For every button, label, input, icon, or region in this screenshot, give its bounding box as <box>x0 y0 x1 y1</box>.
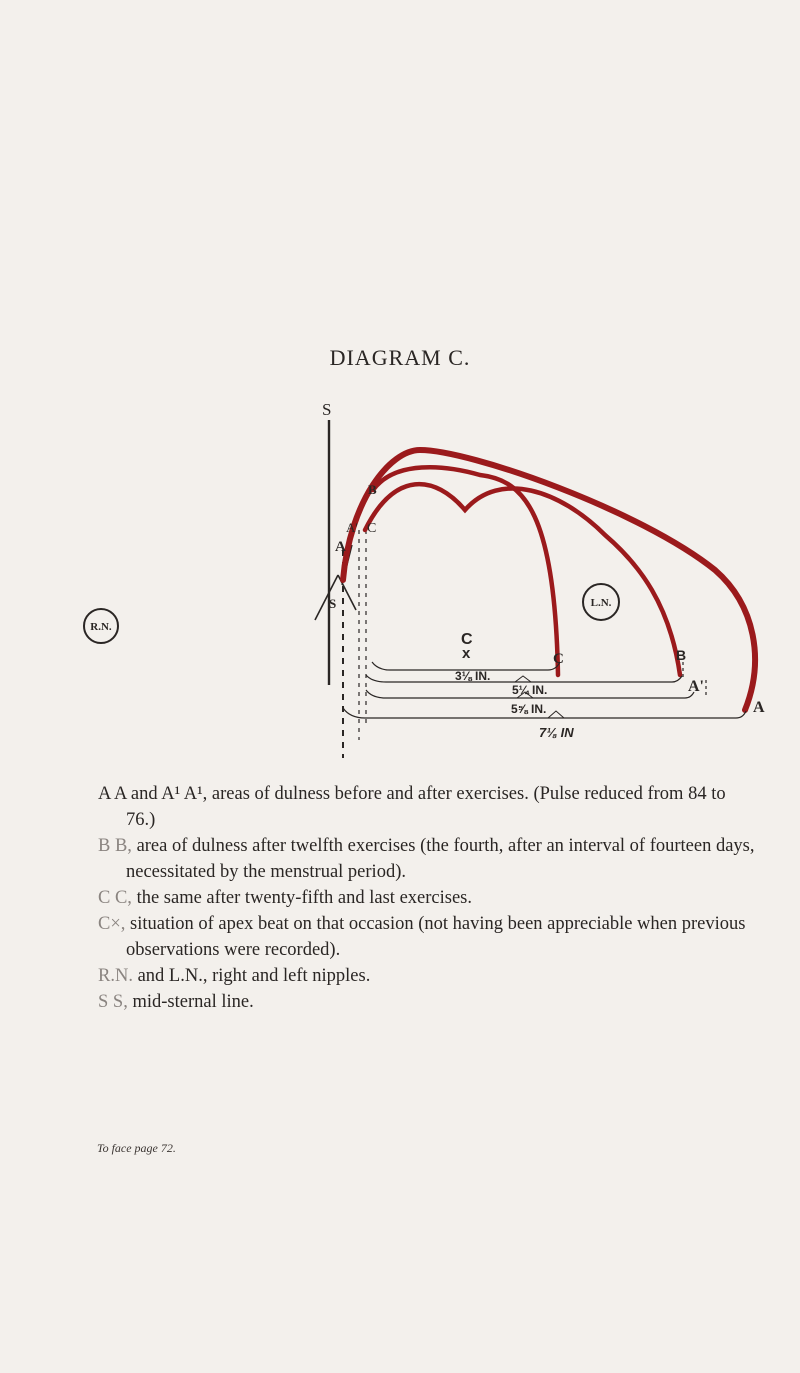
legend-key: C C, <box>98 888 132 908</box>
apex-beat-mark: x <box>462 645 471 662</box>
legend-entry-b <box>98 833 758 885</box>
page-reference: To face page 72. <box>97 1141 176 1155</box>
legend-text: situation of apex beat on that occasion (not having been appreciable when previous observations were recorded). <box>126 914 746 960</box>
label-a-right: A <box>753 699 765 716</box>
label-a-left: A <box>335 539 346 555</box>
legend-text: the same after twenty-fifth and last exercises. <box>136 888 472 908</box>
legend-text: area of dulness after twelfth exercises (the fourth, after an interval of fourteen days, necessitated by the menstrual period). <box>126 836 755 882</box>
label-ln: L.N. <box>590 597 612 609</box>
measure-label-2: 5¼ IN. <box>512 683 548 697</box>
label-b-top: B <box>368 482 377 497</box>
dulness-curve-b <box>365 484 680 675</box>
diagram-title: DIAGRAM C. <box>329 345 471 370</box>
legend <box>98 781 758 1015</box>
label-c-mid: C <box>461 631 473 648</box>
label-a-prime-left: A' <box>346 520 358 535</box>
legend-key: C×, <box>98 914 126 934</box>
measure-label-3: 5⅝ IN. <box>511 702 547 716</box>
legend-key: B B, <box>98 836 132 856</box>
legend-entry-sternal <box>98 989 758 1015</box>
right-nipple <box>84 609 118 643</box>
measure-label-1: 3⅛ IN. <box>455 669 491 683</box>
left-nipple <box>583 584 619 620</box>
legend-text: mid-sternal line. <box>132 992 254 1012</box>
legend-key: S S, <box>98 992 128 1012</box>
label-c-right: C <box>553 651 564 667</box>
legend-entry-nipples <box>98 963 758 989</box>
label-rn: R.N. <box>90 621 112 633</box>
legend-entry-a <box>98 781 758 833</box>
label-a-prime-right: A' <box>688 678 704 695</box>
label-c-top: C <box>367 521 377 536</box>
legend-key: A A <box>98 784 127 804</box>
legend-text: and A¹ A¹, areas of dulness before and after exercises. (Pulse reduced from 84 to 76.) <box>126 784 726 830</box>
label-s-inner: S <box>329 596 337 611</box>
heart-dulness-diagram <box>0 380 800 785</box>
measure-cusp-4 <box>548 711 564 718</box>
legend-entry-cx <box>98 911 758 963</box>
measure-line-2 <box>366 675 682 682</box>
label-s: S <box>322 400 332 419</box>
label-b-right: B <box>676 647 687 663</box>
measure-cusp-2 <box>515 676 531 682</box>
legend-entry-c <box>98 885 758 911</box>
legend-text: and L.N., right and left nipples. <box>137 966 371 986</box>
legend-key: R.N. <box>98 966 133 986</box>
measure-label-4: 7⅛ IN <box>539 725 574 740</box>
